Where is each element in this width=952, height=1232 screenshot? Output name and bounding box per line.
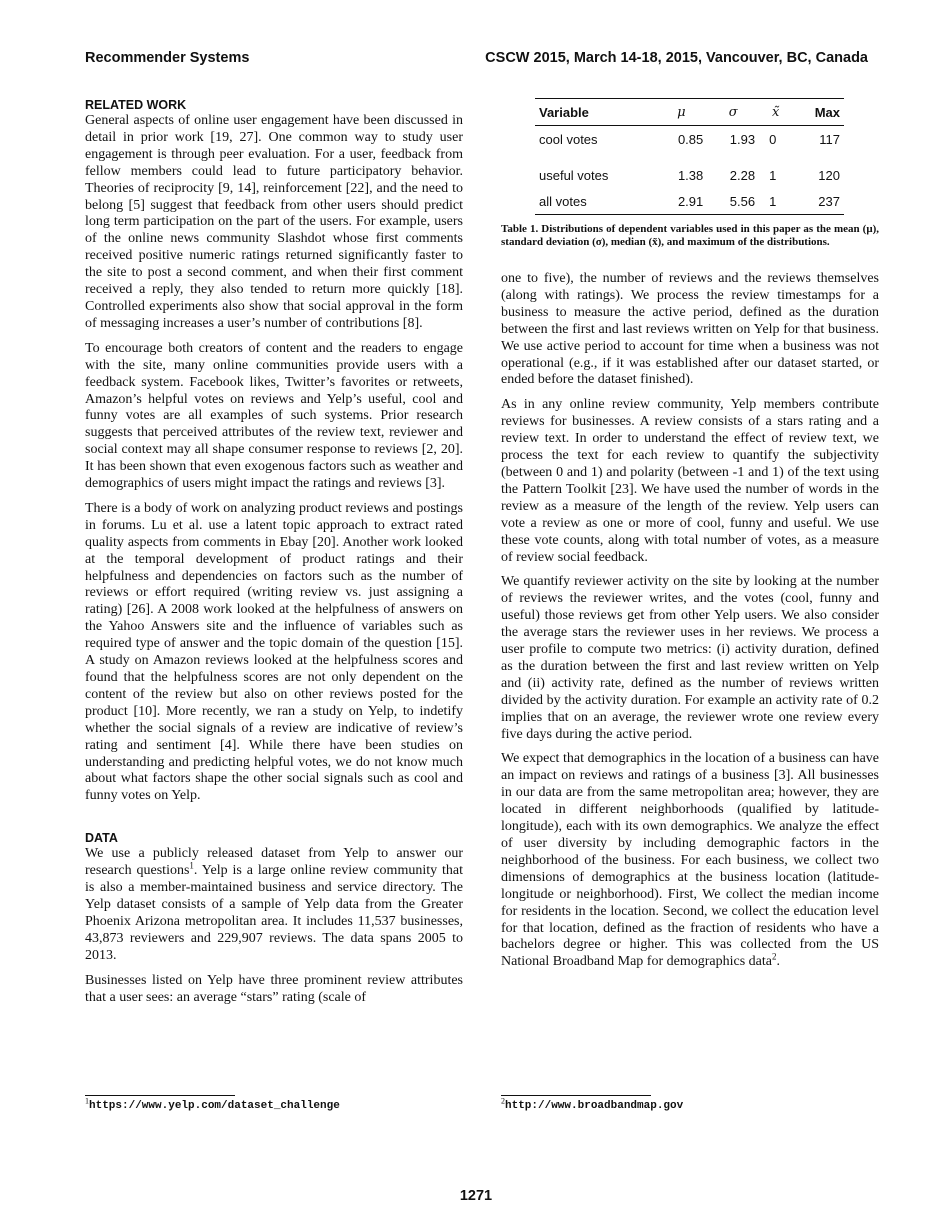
paragraph: We quantify reviewer activity on the site by looking at the number of reviews the reviewer writes, and the votes (cool, funny and useful) those reviews get from other Yelp users. We also consider the average stars the reviewer uses in her reviews. We process a user profile to compute two metrics: (i) activity duration, defined as the duration between the first and last review written on Yelp and (ii) activity rate, defined as the number of reviews written divided by the activity duration. For example an activity rate of 0.2 implies that on an average, the reviewer wrote one review every five days during the active period. bbox=[501, 574, 879, 742]
footnote-link[interactable]: http://www.broadbandmap.gov bbox=[505, 1100, 684, 1112]
table-cell: 1 bbox=[769, 167, 777, 183]
table-cell: 1.38 bbox=[677, 167, 704, 183]
table-cell: 1.93 bbox=[729, 131, 756, 147]
section-heading-data: DATA bbox=[85, 831, 118, 846]
footnote-link[interactable]: https://www.yelp.com/dataset_challenge bbox=[89, 1100, 340, 1112]
table-cell: 1 bbox=[759, 188, 792, 215]
table-header-cell: Variable bbox=[535, 99, 655, 126]
table-cell: 0.85 bbox=[677, 131, 704, 147]
left-column bbox=[85, 98, 463, 1014]
section-heading-related-work: RELATED WORK bbox=[85, 98, 187, 112]
paragraph: We use a publicly released dataset from Yelp to answer our research questions$^1$. Yelp is a large online review community that is also a member-maintained business and service directory. The Yelp dataset consists of a sample of Yelp data from the Greater Phoenix Arizona metropolitan area. It includes 11,537 businesses, 43,873 reviewers and 229,907 reviews. The data spans 2005 to 2013. bbox=[85, 846, 463, 963]
table-cell: 237 bbox=[792, 188, 844, 215]
running-header-left: Recommender Systems bbox=[85, 50, 250, 66]
table-cell: 2.91 bbox=[655, 188, 707, 215]
running-header-right: CSCW 2015, March 14-18, 2015, Vancouver, BC, Canada bbox=[485, 50, 868, 66]
table-cell: 2.28 bbox=[729, 167, 756, 183]
table-row bbox=[535, 162, 844, 188]
paragraph: Businesses listed on Yelp have three prominent review attributes that a user sees: an average “stars” rating (scale of bbox=[85, 972, 463, 1005]
footnote-marker: 2 bbox=[771, 951, 777, 962]
footnote-2: $^2$http://www.broadbandmap.gov bbox=[501, 1096, 684, 1112]
table-header-cell: Max bbox=[792, 99, 844, 126]
table-cell: 117 bbox=[819, 131, 840, 147]
paragraph: General aspects of online user engagement have been discussed in detail in prior work [19, 27]. One common way to study user engagement is through peer evaluation. For a user, feedback from fellow members could lead to future participatory behavior. Theories of reciprocity [9, 14], reinforcement [22], and the need to belong [5] suggest that feedback from other users should predict long term participation on the part of the users. For example, users of the online news community Slashdot whose first comments received positive numeric ratings returned significantly faster to the site to post a second comment, and when their first comment received a reply, they also tended to return more quickly [18]. Controlled experiments also show that social approval in the form of messaging increases a user’s number of contributions [8]. bbox=[85, 113, 463, 331]
table-cell: 120 bbox=[818, 167, 840, 183]
footnote-rule bbox=[501, 1095, 651, 1096]
paragraph: To encourage both creators of content and the readers to engage with the site, many online communities provide users with a feedback system. Facebook likes, Twitter’s favorites or retweets, Amazon’s helpful votes on reviews and Yelp’s useful, cool and funny votes are all examples of such systems. Prior research suggests that perceived attributes of the review text, reviewer and social context may all shape consumer response to reviews [2, 20]. It has been shown that even exogenous factors such as weather and demographics of users might impact the ratings and reviews [3]. bbox=[85, 340, 463, 492]
table-row bbox=[535, 188, 844, 215]
table-header-cell: x̃ bbox=[759, 99, 792, 126]
table-header-row bbox=[535, 99, 844, 126]
paragraph: one to five), the number of reviews and the reviews themselves (along with ratings). We process the review timestamps for a business to measure the active period, defined as the duration between the first and last reviews written on Yelp for that business. We use active period to account for time when a business was not operational (e.g., if it was established after our dataset started, or ended before the dataset finished). bbox=[501, 271, 879, 388]
table-cell: 0 bbox=[769, 131, 777, 147]
paragraph: As in any online review community, Yelp members contribute reviews for businesses. A review consists of a stars rating and a review text. In order to understand the effect of review text, we process the text for each review to quantify the subjectivity (between 0 and 1) and polarity (between -1 and 1) of the text using the Pattern Toolkit [23]. We have used the number of words in the review as a measure of the length of the review. Yelp users can vote a review as one or more of cool, funny and useful. We use these vote counts, along with total number of votes, as a measure of review social feedback. bbox=[501, 397, 879, 565]
table-caption: Table 1. Distributions of dependent variables used in this paper as the mean (μ), standard deviation (σ), median (x̃), and maximum of the distributions. bbox=[501, 223, 879, 248]
table-header-cell: μ bbox=[655, 99, 707, 126]
table-row bbox=[535, 126, 844, 153]
paragraph: We expect that demographics in the location of a business can have an impact on reviews and ratings of a business [3]. All businesses in our data are from the same metropolitan area; however, they are located in different neighborhoods (qualified by latitude-longitude), each with its own demographics. We analyze the effect of user diversity by including demographic factors in the neighborhood of the business. For each business, we collect two dimensions of demographics at the business location (latitude-longitude or neighborhood). First, We collect the median income for residents in the location. Second, we collect the education level for that location, defined as the fraction of residents who have a bachelors degree or higher. This was collected from the US National Broadband Map for demographics data$^2$. bbox=[501, 751, 879, 970]
page-number: 1271 bbox=[459, 1188, 493, 1204]
paragraph: There is a body of work on analyzing product reviews and postings in forums. Lu et al. use a latent topic approach to extract rated quality aspects from comments in Ebay [20]. Another work looked at the temporal development of product ratings and their helpfulness and dependencies on factors such as the number of reviews or effort required (writing review vs. just assigning a rating) [26]. A 2008 work looked at the helpfulness of answers on the Yahoo Answers site and the influence of variables such as required type of answer and the topic domain of the question [15]. A study on Amazon reviews looked at the helpfulness scores and found that the helpfulness scores are not only dependent on the content of the review but also on other reviews posted for the product [10]. More recently, we ran a study on Yelp, to indetify whether the social signals of a review are indicative of review’s rating and sentiment [4]. While there have been studies on understanding and predicting helpful votes, we do not know much about what factors shape the other social signals such as cool and funny votes on Yelp. bbox=[85, 500, 463, 804]
footnote-marker: 1 bbox=[189, 860, 194, 871]
table-header-cell: σ bbox=[707, 99, 759, 126]
footnote-1: $^1$https://www.yelp.com/dataset_challenge bbox=[85, 1096, 340, 1112]
table-cell: 5.56 bbox=[707, 188, 759, 215]
table-cell: useful votes bbox=[539, 167, 609, 183]
table-1 bbox=[535, 98, 844, 215]
table-cell: all votes bbox=[535, 188, 655, 215]
right-column bbox=[501, 98, 879, 979]
table-cell: cool votes bbox=[539, 131, 598, 147]
footnote-rule bbox=[85, 1095, 235, 1096]
